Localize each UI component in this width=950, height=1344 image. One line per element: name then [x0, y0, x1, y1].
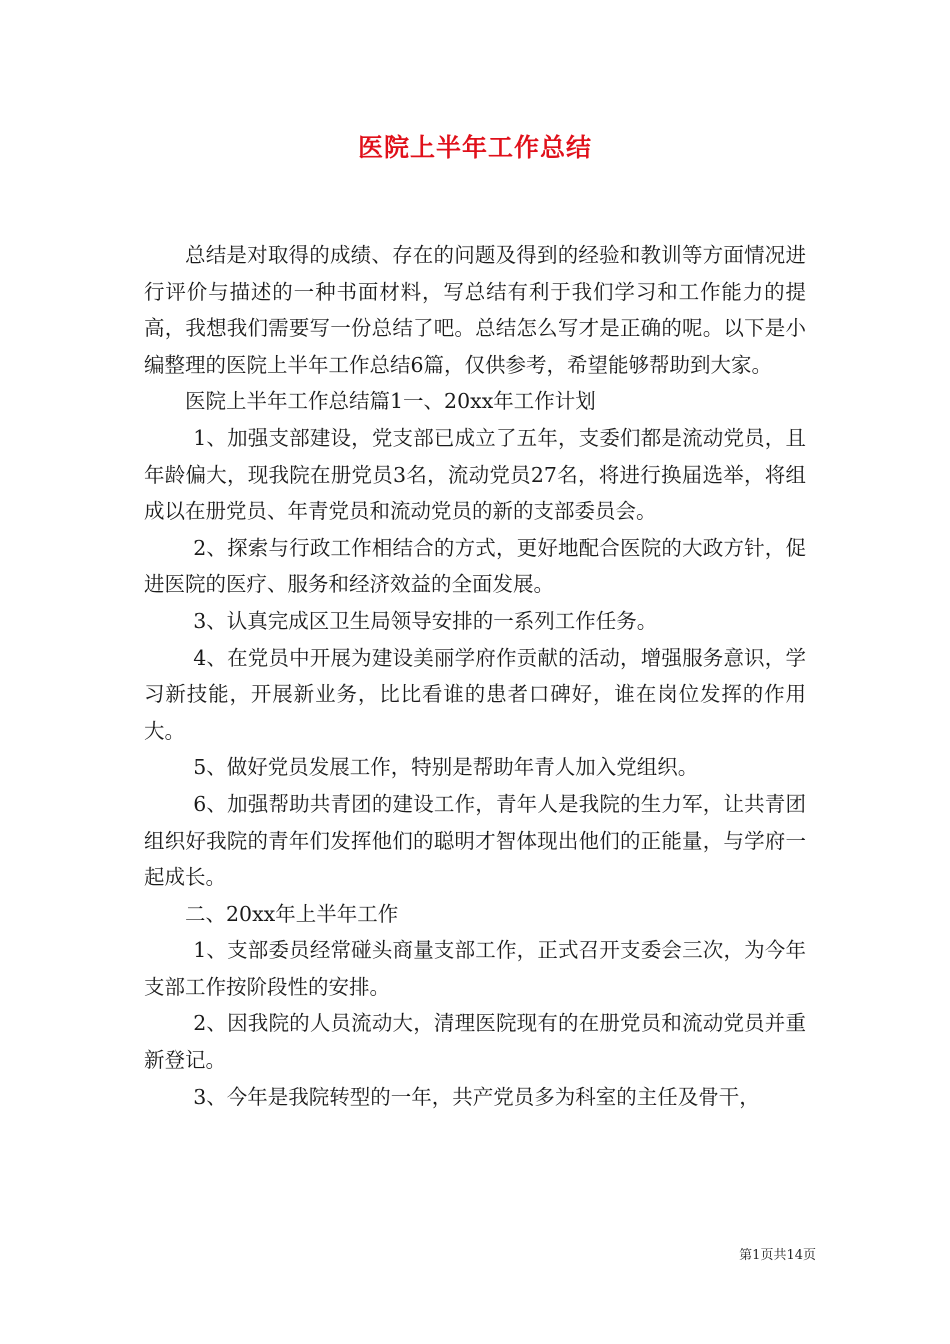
work-item-1: 1、支部委员经常碰头商量支部工作，正式召开支委会三次，为今年支部工作按阶段性的安排。: [144, 938, 806, 999]
work-item-2: 2、因我院的人员流动大，清理医院现有的在册党员和流动党员并重新登记。: [144, 1011, 806, 1073]
intro-paragraph: 总结是对取得的成绩、存在的问题及得到的经验和教训等方面情况进行评价与描述的一种书面材料，写总结有利于我们学习和工作能力的提高，我想我们需要写一份总结了吧。总结怎么写才是正确的呢。以下是小编整理的医院上半年工作总结6篇，仅供参考，希望能够帮助到大家。: [144, 243, 806, 377]
plan-item-3: 3、认真完成区卫生局领导安排的一系列工作任务。: [193, 608, 658, 633]
plan-item-5: 5、做好党员发展工作，特别是帮助年青人加入党组织。: [193, 755, 699, 780]
page-number: 第1页共14页: [739, 1248, 816, 1263]
document-body: [144, 237, 806, 1115]
section-heading-plan: 医院上半年工作总结篇1一、20xx年工作计划: [185, 389, 596, 414]
document-title: 医院上半年工作总结: [357, 133, 592, 162]
plan-item-6: 6、加强帮助共青团的建设工作，青年人是我院的生力军，让共青团组织好我院的青年们发挥他们的聪明才智体现出他们的正能量，与学府一起成长。: [144, 791, 806, 890]
plan-item-1: 1、加强支部建设，党支部已成立了五年，支委们都是流动党员，且年龄偏大，现我院在册党员3名，流动党员27名，将进行换届选举，将组成以在册党员、年青党员和流动党员的新的支部委员会。: [144, 425, 806, 524]
section-heading-work: 二、20xx年上半年工作: [185, 901, 399, 926]
plan-item-4: 4、在党员中开展为建设美丽学府作贡献的活动，增强服务意识，学习新技能，开展新业务，比比看谁的患者口碑好，谁在岗位发挥的作用大。: [144, 645, 806, 743]
plan-item-2: 2、探索与行政工作相结合的方式，更好地配合医院的大政方针，促进医院的医疗、服务和经济效益的全面发展。: [144, 535, 806, 597]
work-item-3: 3、今年是我院转型的一年，共产党员多为科室的主任及骨干，: [193, 1084, 760, 1109]
